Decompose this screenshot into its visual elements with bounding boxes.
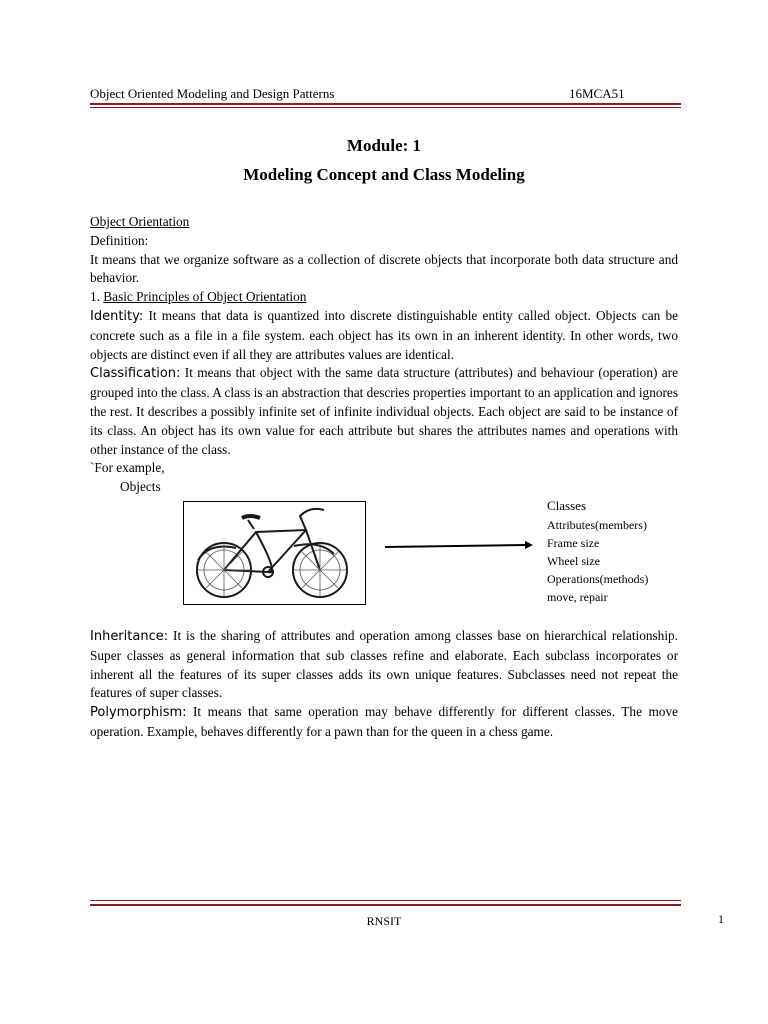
footer-rule-thin <box>90 900 681 901</box>
principles-number: 1. <box>90 289 104 305</box>
arrow-right-icon <box>385 539 535 553</box>
polymorphism-paragraph <box>90 703 678 742</box>
running-header-course-code: 16MCA51 <box>569 86 625 101</box>
polymorphism-label: Polymorphism: <box>90 705 187 721</box>
running-header-title: Object Oriented Modeling and Design Patterns <box>90 86 335 101</box>
principles-heading: Basic Principles of Object Orientation <box>103 289 307 305</box>
inheritance-paragraph <box>90 627 678 703</box>
section-inheritance-polymorphism <box>90 627 678 742</box>
section-object-orientation <box>90 213 678 497</box>
definition-label: Definition: <box>90 232 149 248</box>
bicycle-icon <box>184 502 365 604</box>
classes-line: Frame size <box>547 536 600 550</box>
classes-line: Wheel size <box>547 554 600 568</box>
principles-heading-line <box>90 288 678 307</box>
objects-label: Objects <box>120 479 161 495</box>
classes-line: move, repair <box>547 590 608 604</box>
header-rule-thin <box>90 107 681 108</box>
classes-line: Operations(methods) <box>547 572 649 586</box>
footer-rule <box>90 904 681 906</box>
module-heading: Module: 1 <box>346 136 422 155</box>
inheritance-label: Inheritance: <box>90 629 169 644</box>
page-title: Modeling Concept and Class Modeling <box>243 165 525 184</box>
identity-label: Identity: <box>90 308 144 324</box>
page-number: 1 <box>718 912 724 926</box>
example-line: `For example, <box>90 460 165 476</box>
classes-line: Attributes(members) <box>547 518 647 532</box>
definition-text: It means that we organize software as a collection of discrete objects that incorporate both data structure and behavior. <box>90 251 678 286</box>
classification-label: Classification: <box>90 366 181 382</box>
identity-text: It means that data is quantized into discrete distinguishable entity called object. Objects can be concrete such as a file in a file system. each object has its own in an inherent identity. In other words, two objects are distinct even if all they are attributes values are identical. <box>90 307 678 362</box>
footer-institution: RNSIT <box>366 914 402 928</box>
polymorphism-text: It means that same operation may behave differently for different classes. The move operation. Example, behaves differently for a pawn than for the queen in a chess game. <box>90 704 678 739</box>
classification-text: It means that object with the same data structure (attributes) and behaviour (operation) are grouped into the class. A class is an abstraction that descries properties important to an application and ignores the rest. It describes a possibly infinite set of infinite individual objects. Each object are said to be instance of its class. An object has its own value for each attribute but shares the attributes names and operations with other instance of the class. <box>90 365 678 457</box>
identity-paragraph <box>90 307 678 364</box>
header-rule <box>90 103 681 105</box>
inheritance-text: It is the sharing of attributes and operation among classes base on hierarchical relationship. Super classes as general information that sub classes refine and elaborate. Each subclass incorporates or inherent all the features of its super classes adds its own unique features. Subclasses need not repeat the features of super classes. <box>90 628 678 701</box>
classes-title: Classes <box>547 498 586 513</box>
classes-panel <box>547 497 648 606</box>
classification-paragraph <box>90 364 678 459</box>
section-heading: Object Orientation <box>90 214 190 229</box>
bicycle-image-frame <box>183 501 366 605</box>
